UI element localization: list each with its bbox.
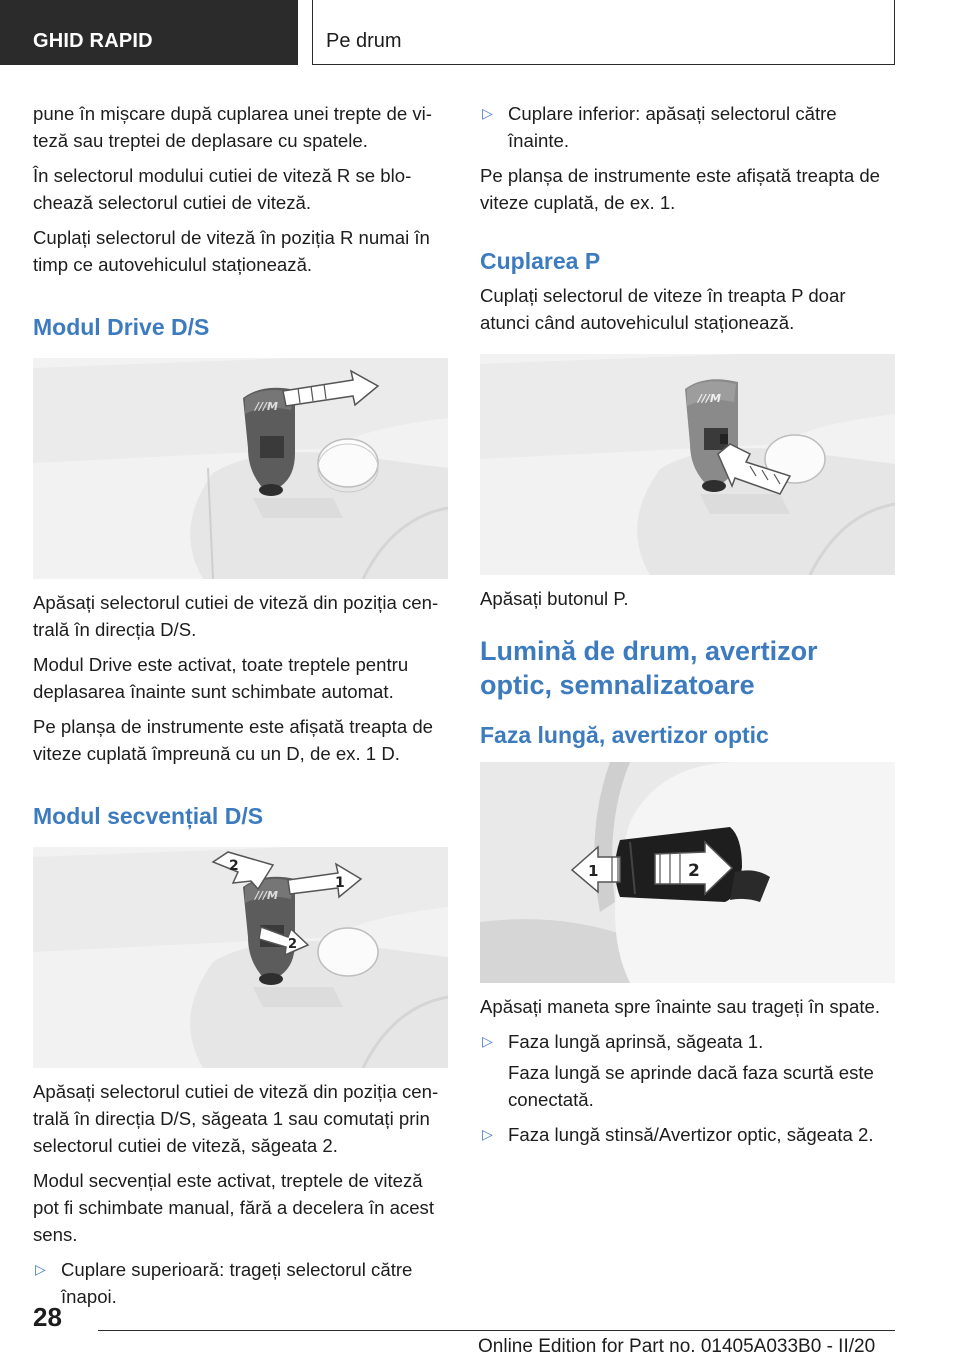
paragraph: Apăsați butonul P. [480, 588, 629, 609]
list-item [480, 1121, 895, 1148]
figure-arrow-label-2: 2 [688, 861, 700, 881]
figure-gear-selector-drive [33, 358, 448, 579]
figure-arrow-label-1: 1 [335, 875, 345, 891]
left-column [33, 100, 448, 1318]
svg-text:///M: ///M [698, 392, 721, 405]
paragraph: Modul secvențial este activat, treptele de viteză pot fi schimbate manual, fără a decelera în acest sens. [33, 1170, 435, 1245]
list-item [480, 1028, 895, 1055]
list-item [480, 100, 895, 154]
svg-text:///M: ///M [255, 400, 278, 413]
right-column [480, 100, 895, 1156]
paragraph: pune în mișcare după cuplarea unei trepte de vi- teză sau treptei de deplasare cu spatele. [33, 103, 432, 151]
paragraph: Cuplați selectorul de viteze în treapta P doar atunci când autovehiculul staționează. [480, 285, 846, 333]
list-item-text: Cuplare superioară: trageți selectorul către înapoi. [61, 1259, 413, 1307]
figure-light-stalk [480, 762, 895, 983]
list-item-text: Cuplare inferior: apăsați selectorul către înainte. [508, 103, 837, 151]
paragraph: Apăsați selectorul cutiei de viteză din poziția cen- trală în direcția D/S, săgeata 1 sau comutați prin selectorul cutiei de viteză, săgeata 2. [33, 1081, 439, 1156]
paragraph: Cuplați selectorul de viteză în poziția R numai în timp ce autovehiculul staționează. [33, 227, 430, 275]
list-item [33, 1256, 448, 1310]
list-item-text: Faza lungă stinsă/Avertizor optic, săgeata 2. [508, 1124, 874, 1145]
paragraph: Apăsați maneta spre înainte sau trageți în spate. [480, 996, 881, 1017]
figure-arrow-label-2: 2 [229, 858, 239, 874]
header-section-title: Pe drum [312, 0, 895, 65]
paragraph: Modul Drive este activat, toate treptele pentru deplasarea înainte sunt schimbate automat. [33, 654, 409, 702]
heading-sequential-mode: Modul secvențial D/S [33, 803, 264, 829]
figure-arrow-label-2: 2 [288, 937, 298, 952]
figure-gear-selector-sequential [33, 847, 448, 1068]
header-tab: GHID RAPID [0, 0, 298, 65]
figure-p-button [480, 354, 895, 575]
triangle-bullet-icon: ▷ [35, 1261, 46, 1277]
page-number: 28 [33, 1302, 62, 1332]
figure-arrow-label-1: 1 [588, 862, 599, 880]
paragraph: Apăsați selectorul cutiei de viteză din poziția cen- trală în direcția D/S. [33, 592, 439, 640]
svg-text:///M: ///M [255, 889, 278, 902]
footer-divider [98, 1330, 895, 1331]
heading-lights: Lumină de drum, avertizor optic, semnalizatoare [480, 636, 818, 700]
triangle-bullet-icon: ▷ [482, 1033, 493, 1049]
list-item-subtext: Faza lungă se aprinde dacă faza scurtă este conectată. [508, 1062, 874, 1110]
paragraph: Pe planșa de instrumente este afișată treapta de viteze cuplată împreună cu un D, de ex. 1 D. [33, 716, 434, 764]
triangle-bullet-icon: ▷ [482, 1126, 493, 1142]
list-item-text: Faza lungă aprinsă, săgeata 1. [508, 1031, 764, 1052]
paragraph: Pe planșa de instrumente este afișată treapta de viteze cuplată, de ex. 1. [480, 165, 881, 213]
footer-edition: Online Edition for Part no. 01405A033B0 - II/20 [478, 1336, 876, 1357]
triangle-bullet-icon: ▷ [482, 105, 493, 121]
heading-drive-mode: Modul Drive D/S [33, 314, 210, 340]
paragraph: În selectorul modului cutiei de viteză R se blo- chează selectorul cutiei de viteză. [33, 165, 412, 213]
heading-high-beam: Faza lungă, avertizor optic [480, 722, 769, 748]
heading-engage-p: Cuplarea P [480, 248, 601, 274]
